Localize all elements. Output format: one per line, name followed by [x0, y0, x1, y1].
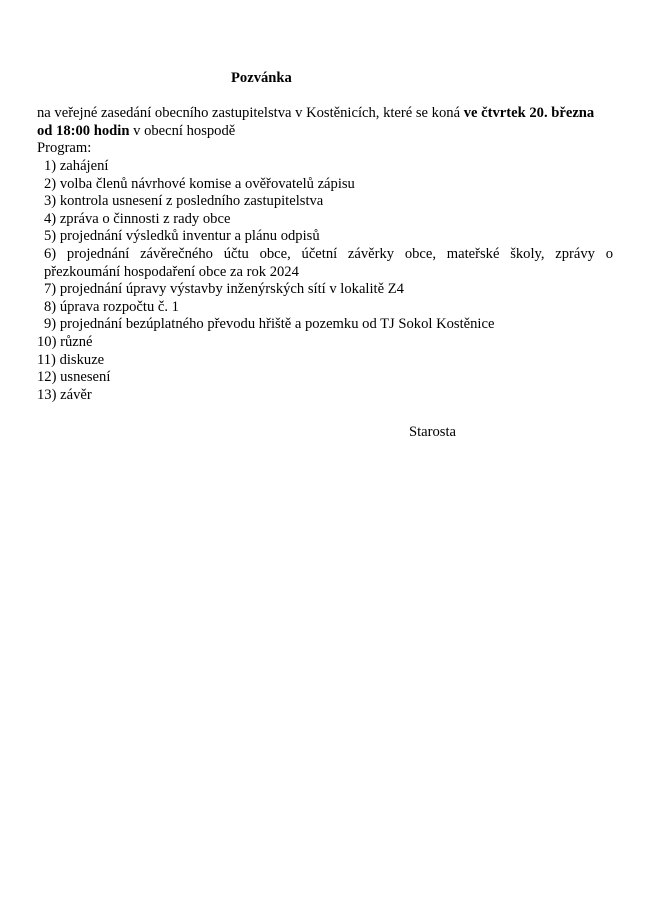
program-item [37, 176, 613, 194]
program-item [37, 228, 613, 246]
program-item-text: úprava rozpočtu č. 1 [59, 298, 179, 315]
program-item-number: 5) [44, 228, 57, 245]
program-item-text: projednání bezúplatného převodu hřiště a pozemku od TJ Sokol Kostěnice [59, 316, 495, 333]
intro-text-after: v obecní hospodě [129, 122, 236, 139]
program-item [37, 211, 613, 229]
program-list [37, 158, 613, 404]
program-item-number: 8) [44, 298, 57, 315]
program-item [37, 193, 613, 211]
program-item-text: diskuze [59, 351, 105, 368]
intro-text-before: na veřejné zasedání obecního zastupitelstva v Kostěnicích, které se koná [37, 105, 464, 121]
invitation-intro [37, 105, 613, 140]
program-item-text: zpráva o činnosti z rady obce [59, 210, 231, 227]
program-item [37, 352, 613, 370]
program-item [37, 334, 613, 352]
program-item-number: 3) [44, 193, 57, 210]
program-item-number: 7) [44, 281, 57, 298]
program-item-number: 9) [44, 316, 57, 333]
program-item-number: 4) [44, 210, 57, 227]
program-item-text: závěr [60, 386, 92, 403]
program-item-number: 6) [44, 245, 57, 262]
program-item [37, 158, 613, 176]
program-label: Program: [37, 140, 92, 156]
program-item-text: usnesení [60, 369, 111, 386]
program-item-number: 1) [44, 158, 57, 174]
program-item-number: 12) [37, 369, 57, 386]
program-item-number: 2) [44, 175, 57, 192]
program-item [37, 387, 613, 405]
program-item [37, 246, 613, 281]
program-item-text: kontrola usnesení z posledního zastupitelstva [59, 193, 324, 210]
program-item-text: různé [60, 333, 93, 350]
program-item-text: volba členů návrhové komise a ověřovatelů zápisu [59, 175, 355, 192]
program-item-number: 13) [37, 386, 57, 403]
program-item-number: 10) [37, 333, 57, 350]
program-item-text: zahájení [59, 158, 109, 174]
program-item [37, 281, 613, 299]
document-title: Pozvánka [231, 70, 292, 86]
program-item-number: 11) [37, 351, 56, 368]
program-item [37, 299, 613, 317]
program-item [37, 316, 613, 334]
intro-meeting-time: ve čtvrtek 20. března od 18:00 hodin [37, 105, 595, 139]
program-item-text: projednání úpravy výstavby inženýrských sítí v lokalitě Z4 [59, 281, 404, 298]
signature: Starosta [409, 424, 457, 440]
program-item-text: projednání závěrečného účtu obce, účetní závěrky obce, mateřské školy, zprávy o přezkoumání hospodaření obce za rok 2024 [44, 245, 613, 280]
program-item-text: projednání výsledků inventur a plánu odpisů [59, 228, 320, 245]
program-item [37, 369, 613, 387]
